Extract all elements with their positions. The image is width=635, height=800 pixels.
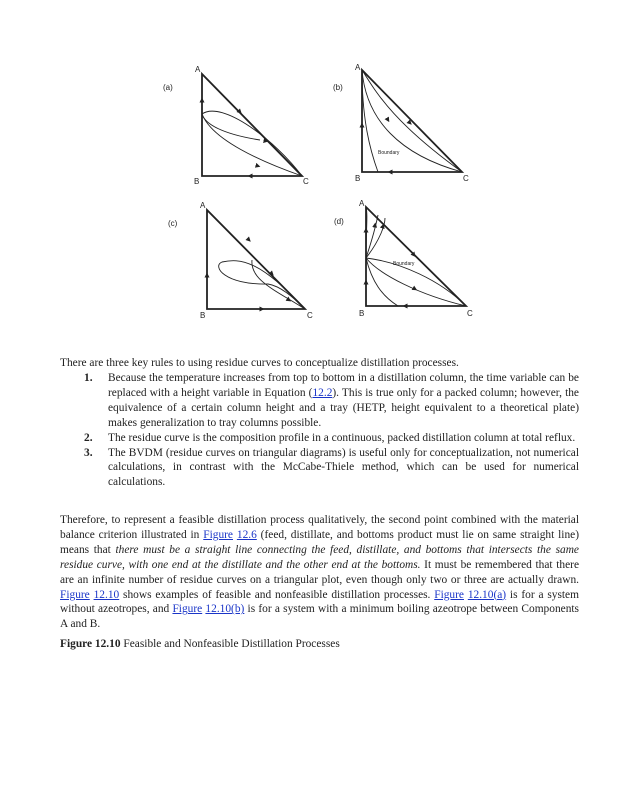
panel-b-triangle bbox=[362, 70, 462, 172]
figure-number-link[interactable]: 12.10 bbox=[93, 588, 120, 601]
panel-a-vertex-b: B bbox=[194, 177, 200, 186]
panel-b-annotation: Boundary bbox=[378, 150, 400, 156]
para-text: shows examples of feasible and nonfeasible distillation processes. bbox=[119, 588, 435, 601]
panel-d-residue-curve-4 bbox=[366, 258, 466, 306]
panel-d-label: (d) bbox=[334, 217, 344, 226]
panel-a-triangle bbox=[202, 74, 302, 176]
panel-b bbox=[333, 63, 469, 183]
body-paragraph bbox=[60, 513, 579, 632]
panel-c bbox=[168, 201, 313, 320]
intro-text: There are three key rules to using residue curves to conceptualize distillation processes. bbox=[60, 357, 459, 369]
panel-a bbox=[163, 65, 309, 186]
equation-link[interactable]: 12.2 bbox=[312, 386, 333, 399]
figure-link[interactable]: Figure bbox=[434, 588, 464, 601]
figure-number-link[interactable]: 12.6 bbox=[236, 528, 257, 541]
figure-caption bbox=[60, 638, 340, 650]
rule-item bbox=[60, 431, 579, 446]
para-text: It must be remembered that there are an infinite number of residue curves on a triangular plot, even though only two or three are actually drawn. bbox=[60, 558, 580, 586]
panel-d-annotation: Boundary bbox=[393, 261, 415, 267]
para-text: (feed, distillate, and bottoms product must lie on same straight line) means that bbox=[60, 528, 579, 556]
panel-b-vertex-b: B bbox=[355, 174, 361, 183]
para-text: Therefore, to represent a feasible distillation process qualitatively, the second point combined with the material balance criterion illustrated in bbox=[60, 514, 579, 541]
caption-text: Feasible and Nonfeasible Distillation Processes bbox=[120, 638, 340, 650]
panel-d bbox=[334, 199, 473, 318]
figure-link[interactable]: Figure bbox=[60, 588, 90, 601]
rule-text-cont: ). This is true only for a packed column; however, the equivalence of a certain column height and a tray (HETP, height equivalent to a theoretical plate) makes generalization to tray columns possible. bbox=[108, 386, 579, 429]
rule-text: Because the temperature increases from top to bottom in a distillation column, the time variable can be replaced with a height variable in Equation ( bbox=[108, 372, 579, 399]
panel-b-label: (b) bbox=[333, 83, 343, 92]
panel-c-vertex-a: A bbox=[200, 201, 206, 210]
rule-text: The residue curve is the composition profile in a continuous, packed distillation column at total reflux. bbox=[108, 431, 576, 444]
panel-d-vertex-a: A bbox=[359, 199, 365, 208]
caption-label: Figure 12.10 bbox=[60, 638, 121, 650]
rules-list bbox=[60, 371, 579, 490]
residue-curve-figure bbox=[0, 0, 635, 340]
rule-item bbox=[60, 371, 579, 431]
rule-text: The BVDM (residue curves on triangular diagrams) is useful only for conceptualization, not numerical calculations, in contrast with the McCabe-Thiele method, which can be used for numerical calculations. bbox=[108, 446, 579, 489]
figure-link[interactable]: Figure bbox=[203, 528, 233, 541]
para-text: is for a system with a minimum boiling azeotrope between Components A and B. bbox=[60, 603, 579, 631]
rule-number: 2. bbox=[84, 431, 93, 444]
figure-number-link[interactable]: 12.10(b) bbox=[205, 603, 245, 616]
panel-d-residue-curve-1 bbox=[366, 215, 378, 258]
panel-c-label: (c) bbox=[168, 219, 178, 228]
panel-a-vertex-c: C bbox=[303, 177, 309, 186]
panel-c-vertex-b: B bbox=[200, 311, 206, 320]
panel-a-vertex-a: A bbox=[195, 65, 201, 74]
panel-a-label: (a) bbox=[163, 83, 173, 92]
para-text: is for a system without azeotropes, and bbox=[60, 588, 579, 616]
panel-d-vertex-c: C bbox=[467, 309, 473, 318]
rule-item bbox=[60, 446, 579, 491]
para-emphasis: there must be a straight line connecting the feed, distillate, and bottoms that intersects the same residue curve, with one end at the distillate and the other end at the bottoms. bbox=[60, 543, 579, 571]
panel-a-residue-curve-2 bbox=[202, 114, 302, 176]
panel-b-vertex-a: A bbox=[355, 63, 361, 72]
panel-b-vertex-c: C bbox=[463, 174, 469, 183]
figure-link[interactable]: Figure bbox=[172, 603, 203, 616]
rule-number: 3. bbox=[84, 446, 93, 459]
figure-number-link[interactable]: 12.10(a) bbox=[467, 588, 507, 601]
panel-c-residue-curve-1 bbox=[219, 261, 305, 309]
panel-a-residue-curve-1 bbox=[202, 111, 302, 176]
panel-d-boundary-curve bbox=[366, 258, 466, 306]
panel-d-vertex-b: B bbox=[359, 309, 365, 318]
rule-number: 1. bbox=[84, 372, 93, 384]
panel-c-vertex-c: C bbox=[307, 311, 313, 320]
